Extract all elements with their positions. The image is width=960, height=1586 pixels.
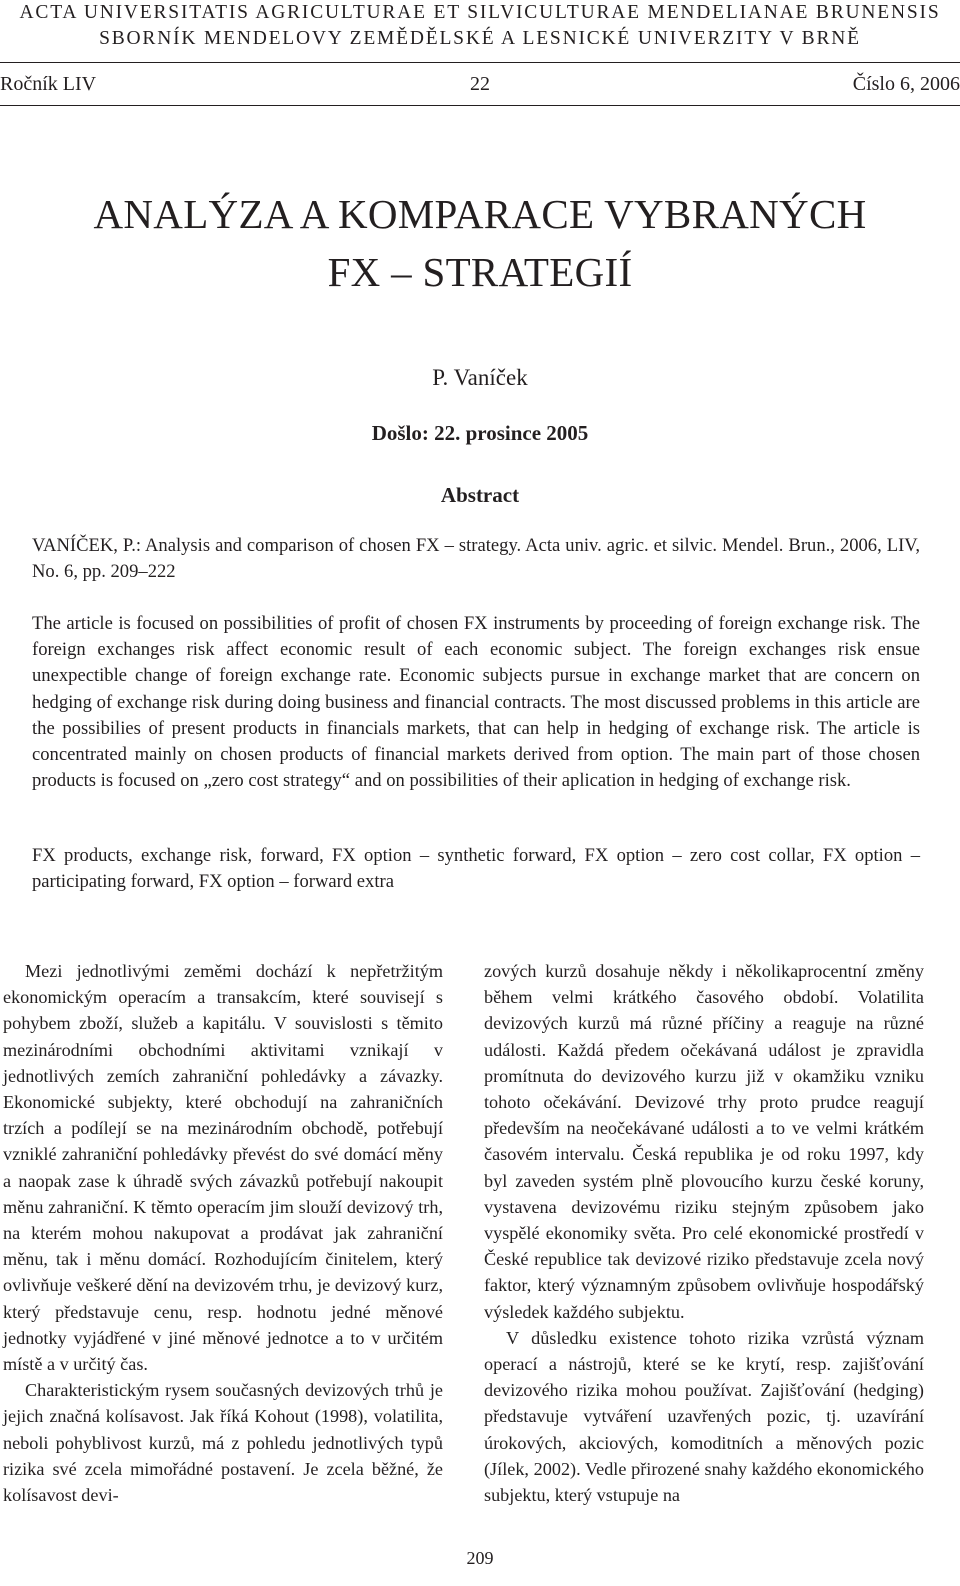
keywords: FX products, exchange risk, forward, FX option – synthetic forward, FX option – zero cost collar, FX option – participating forward, FX option – forward extra: [32, 845, 920, 893]
issue-number: Číslo 6, 2006: [852, 73, 960, 95]
article-number: 22: [470, 73, 490, 95]
body-column-right: [484, 958, 924, 1508]
journal-header: [0, 0, 960, 52]
author-name: P. Vaníček: [432, 365, 528, 390]
received-date: Došlo: 22. prosince 2005: [371, 421, 589, 445]
body-paragraph: V důsledku existence tohoto rizika vzrůstá význam operací a nástrojů, které se ke krytí, resp. zajišťování devizového rizika mohou používat. Zajišťování (hedging) představuje vytváření uzavřených pozic, tj. uzavírání úrokových, akciových, komoditních a měnových pozic (Jílek, 2002). Vedle přirozené snahy každého ekonomického subjektu, který vstupuje na: [484, 1327, 924, 1506]
body-paragraph: Charakteristickým rysem současných devizových trhů je jejich značná kolísavost. Jak říká Kohout (1998), volatilita, neboli pohyblivost kurzů, má z pohledu jednotlivých typů rizika své zcela mimořádné postavení. Je zcela běžné, že kolísavost devi-: [3, 1380, 443, 1506]
body-paragraph: Mezi jednotlivými zeměmi dochází k nepřetržitým ekonomickým operacím a transakcím, které souvisejí s pohybem zboží, služeb a kapitálu. V souvislosti s těmito mezinárodními obchodními aktivitami vznikají v jednotlivých zemích zahraniční pohledávky a závazky. Ekonomické subjekty, které obchodují na zahraničních trzích a podílejí se na mezinárodním obchodě, potřebují vzniklé zahraniční pohledávky převést do své domácí měny a naopak zase k úhradě svých závazků potřebují nakoupit měnu zahraniční. K těmto operacím jim slouží devizový trh, na kterém mohou nakupovat a prodávat jak zahraniční měnu, tak i měnu domácí. Rozhodujícím činitelem, který ovlivňuje veškeré dění na devizovém trhu, je devizový kurz, který představuje cenu, resp. hodnotu jedné měnové jednotky vyjádřené v jiné měnové jednotce a to v určitém místě a v určitý čas.: [3, 961, 443, 1375]
abstract-text: The article is focused on possibilities of profit of chosen FX instruments by proceeding of foreign exchange risk. The foreign exchanges risk affect economic result of each economic subject. The foreign exchanges risk ensue unexpectible change of foreign exchange rate. Economic subjects pursue in exchange market that are concern on hedging of exchange risk during doing business and financial contracts. The most discussed problems in this article are the possibilies of present products in financials markets, that can help in hedging of exchange risk. The article is concentrated mainly on chosen products of financial markets derived from option. The main part of those chosen products is focused on „zero cost strategy“ and on possibilities of their aplication in hedging of exchange risk.: [32, 613, 920, 792]
volume-label: Ročník LIV: [0, 73, 97, 95]
journal-name-czech: SBORNÍK MENDELOVY ZEMĚDĚLSKÉ A LESNICKÉ UNIVERZITY V BRNĚ: [99, 28, 861, 49]
page-number: 209: [466, 1548, 494, 1568]
issue-divider: [0, 105, 960, 106]
article-title-line-1: ANALÝZA A KOMPARACE VYBRANÝCH: [93, 191, 867, 237]
body-paragraph: zových kurzů dosahuje někdy i několikaprocentní změny během velmi krátkého časového období. Volatilita devizových kurzů má různé příčiny a reaguje na různé události. Každá předem očekávaná událost je zpravidla promítnuta do devizového kurzu již v okamžiku vzniku tohoto očekávání. Devizové trhy proto prudce reagují především na neočekávané události a to ve velmi krátkém časovém intervalu. Česká republika je od roku 1997, kdy byl zaveden systém plně plovoucího kurzu české koruny, vystavena devizovému riziku stejným způsobem jako vyspělé ekonomiky světa. Pro celé ekonomické prostředí v České republice tak devizové riziko představuje zcela nový faktor, který významným způsobem ovlivňuje hospodářský výsledek každého subjektu.: [484, 961, 924, 1322]
abstract-heading: Abstract: [440, 483, 520, 507]
body-column-left: [3, 958, 443, 1508]
citation: VANÍČEK, P.: Analysis and comparison of chosen FX – strategy. Acta univ. agric. et silvic. Mendel. Brun., 2006, LIV, No. 6, pp. 209–222: [32, 535, 920, 583]
issue-info-row: [0, 72, 960, 96]
journal-name-latin: ACTA UNIVERSITATIS AGRICULTURAE ET SILVICULTURAE MENDELIANAE BRUNENSIS: [19, 2, 941, 23]
header-divider: [0, 62, 960, 63]
article-title-line-2: FX – STRATEGIÍ: [327, 249, 633, 295]
